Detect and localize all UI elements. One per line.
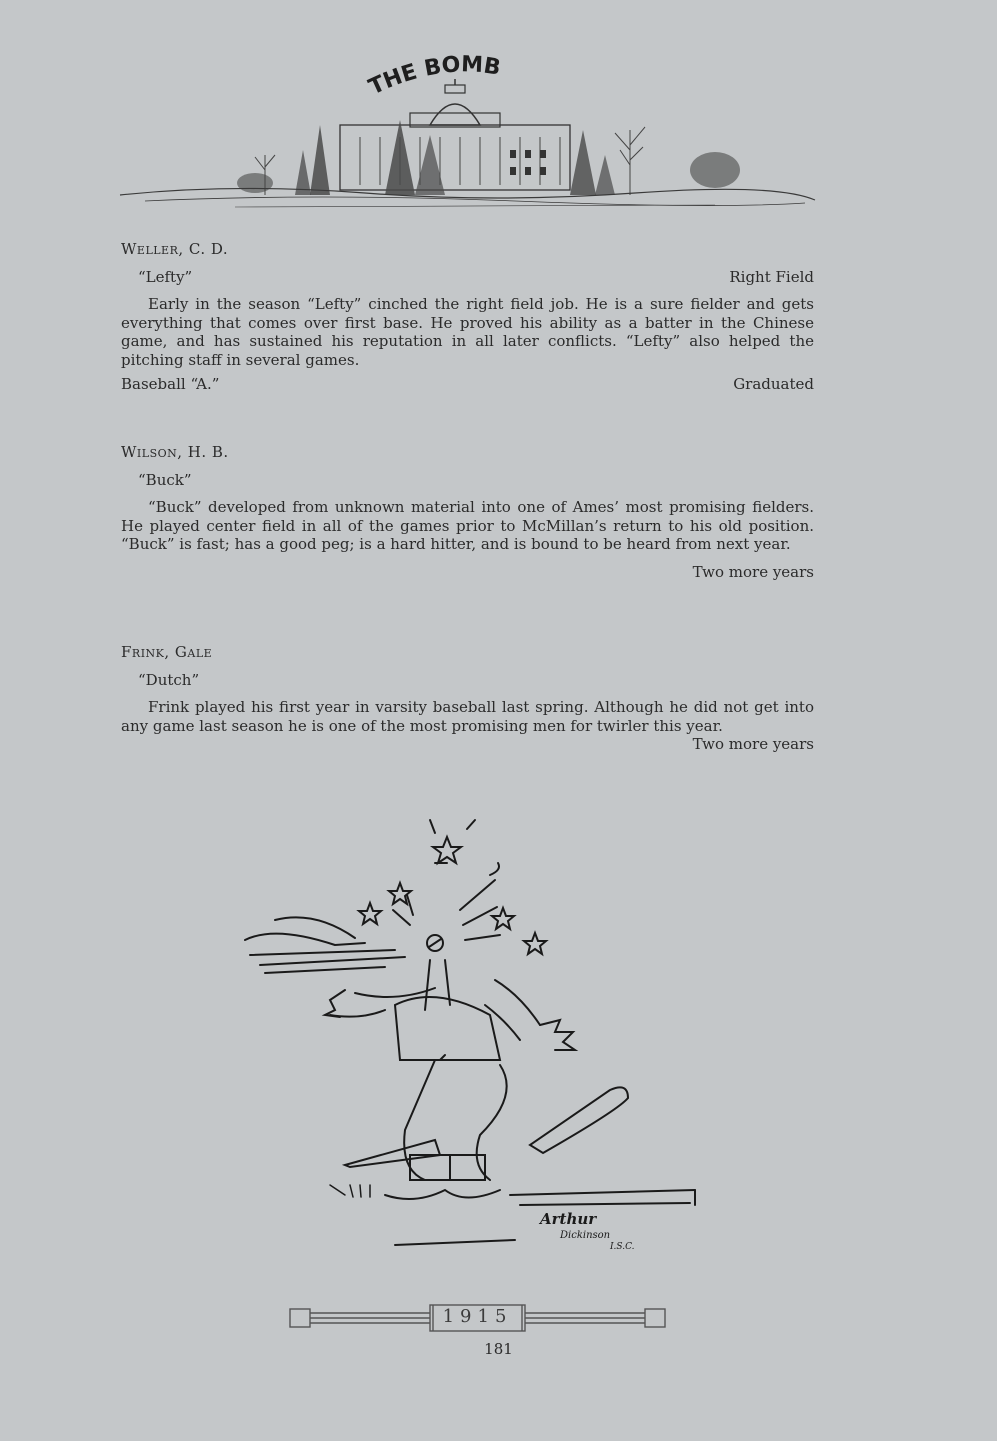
- year-label: 1915: [442, 1306, 513, 1327]
- player-position: Right Field: [729, 267, 814, 286]
- player-name: Wilson, H. B.: [121, 443, 229, 461]
- player-status: Two more years: [692, 735, 814, 753]
- header-banner: [115, 55, 820, 215]
- player-name: Frink, Gale: [121, 643, 213, 661]
- player-name: Weller, C. D.: [121, 240, 229, 258]
- player-entry: [121, 240, 814, 394]
- player-description: Early in the season “Lefty” cinched the right field job. He is a sure fielder and gets everything that comes over first base. He proved his ability as a batter in the Chinese game, and has sustained his reputation in all later conflicts. “Lefty” also helped the pitching staff in several games.: [121, 295, 814, 369]
- artist-signature-surname: Dickinson: [560, 1230, 611, 1241]
- page-number: 181: [484, 1340, 513, 1358]
- player-description: Frink played his first year in varsity baseball last spring. Although he did not get into any game last season he is one of the most promising men for twirler this year.: [121, 698, 814, 735]
- player-nickname: “Buck”: [138, 470, 192, 489]
- header-title: THE BOMB: [365, 55, 503, 101]
- player-status: Two more years: [692, 562, 814, 581]
- player-description: “Buck” developed from unknown material into one of Ames’ most promising fielders. He played center field in all of the games prior to McMillan’s return to his old position. “Buck” is fast; has a good peg; is a hard hitter, and is bound to be heard from next year.: [121, 498, 814, 553]
- player-entry: [121, 443, 814, 581]
- artist-signature: Arthur: [540, 1210, 597, 1228]
- campus-illustration: [115, 55, 820, 215]
- player-nickname: “Lefty”: [138, 267, 193, 286]
- player-status: Graduated: [733, 375, 814, 393]
- player-entry: [121, 643, 814, 754]
- player-nickname: “Dutch”: [138, 670, 200, 689]
- baseball-cartoon: [235, 815, 705, 1255]
- player-award: Baseball “A.”: [121, 375, 220, 393]
- year-banner: [285, 1300, 670, 1334]
- star-icon: [359, 837, 546, 954]
- artist-school: I.S.C.: [610, 1242, 635, 1252]
- cartoon-illustration: [235, 815, 705, 1255]
